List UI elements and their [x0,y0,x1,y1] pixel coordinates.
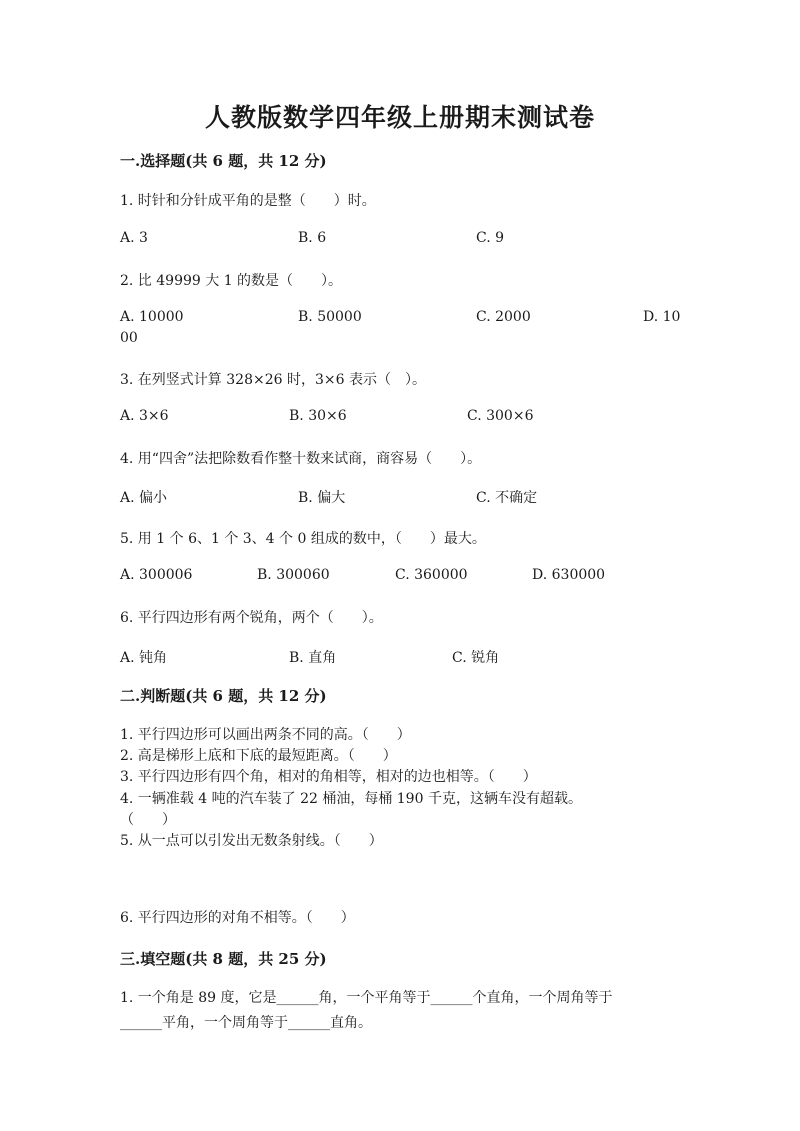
option-d-wrap: 00 [120,330,138,346]
question-text: 4. 用“四舍”法把除数看作整十数来试商，商容易（ ）。 [120,451,482,467]
question-text: 5. 用 1 个 6、1 个 3、4 个 0 组成的数中，（ ）最大。 [120,531,486,547]
option-c: C. 锐角 [452,650,500,666]
section-heading-fill-in: 三.填空题(共 8 题，共 25 分) [120,950,327,968]
statement-line: 4. 一辆准载 4 吨的汽车装了 22 桶油，每桶 190 千克，这辆车没有超载。 [120,791,582,807]
option-a: A. 钝角 [120,650,168,666]
option-b: B. 6 [298,230,327,246]
section-heading-choice: 一.选择题(共 6 题，共 12 分) [120,152,327,170]
option-a: A. 3×6 [120,408,169,424]
statement-line: 3. 平行四边形有四个角，相对的角相等，相对的边也相等。（ ） [120,769,537,785]
option-c: C. 360000 [395,567,468,583]
option-c: C. 2000 [476,309,531,325]
option-b: B. 300060 [257,567,330,583]
option-d: D. 630000 [532,567,606,583]
statement-line-wrap: （ ） [120,812,176,828]
option-c: C. 不确定 [476,490,538,506]
option-b: B. 50000 [298,309,362,325]
statement-line: 6. 平行四边形的对角不相等。（ ） [120,910,355,926]
option-a: A. 10000 [120,309,184,325]
statement-line: 1. 平行四边形可以画出两条不同的高。（ ） [120,727,411,743]
option-d: D. 10 [643,309,681,325]
statement-line: 5. 从一点可以引发出无数条射线。（ ） [120,833,383,849]
option-a: A. 偏小 [120,490,168,506]
option-a: A. 300006 [120,567,193,583]
option-b: B. 直角 [289,650,337,666]
option-c: C. 9 [476,230,505,246]
question-text: 6. 平行四边形有两个锐角，两个（ ）。 [120,610,383,626]
page-title: 人教版数学四年级上册期末测试卷 [204,103,595,132]
question-text: 1. 时针和分针成平角的是整（ ）时。 [120,193,376,209]
option-a: A. 3 [120,230,148,246]
question-text: 3. 在列竖式计算 328×26 时，3×6 表示（ ）。 [120,372,426,388]
option-b: B. 偏大 [298,490,346,506]
section-heading-judgement: 二.判断题(共 6 题，共 12 分) [120,687,327,705]
fill-in-line: 1. 一个角是 89 度，它是______角，一个平角等于______个直角，一个周角等于 [120,990,613,1006]
option-b: B. 30×6 [289,408,347,424]
fill-in-line: ______平角，一个周角等于______直角。 [120,1015,372,1031]
option-c: C. 300×6 [467,408,534,424]
question-text: 2. 比 49999 大 1 的数是（ ）。 [120,273,343,289]
statement-line: 2. 高是梯形上底和下底的最短距离。（ ） [120,748,397,764]
